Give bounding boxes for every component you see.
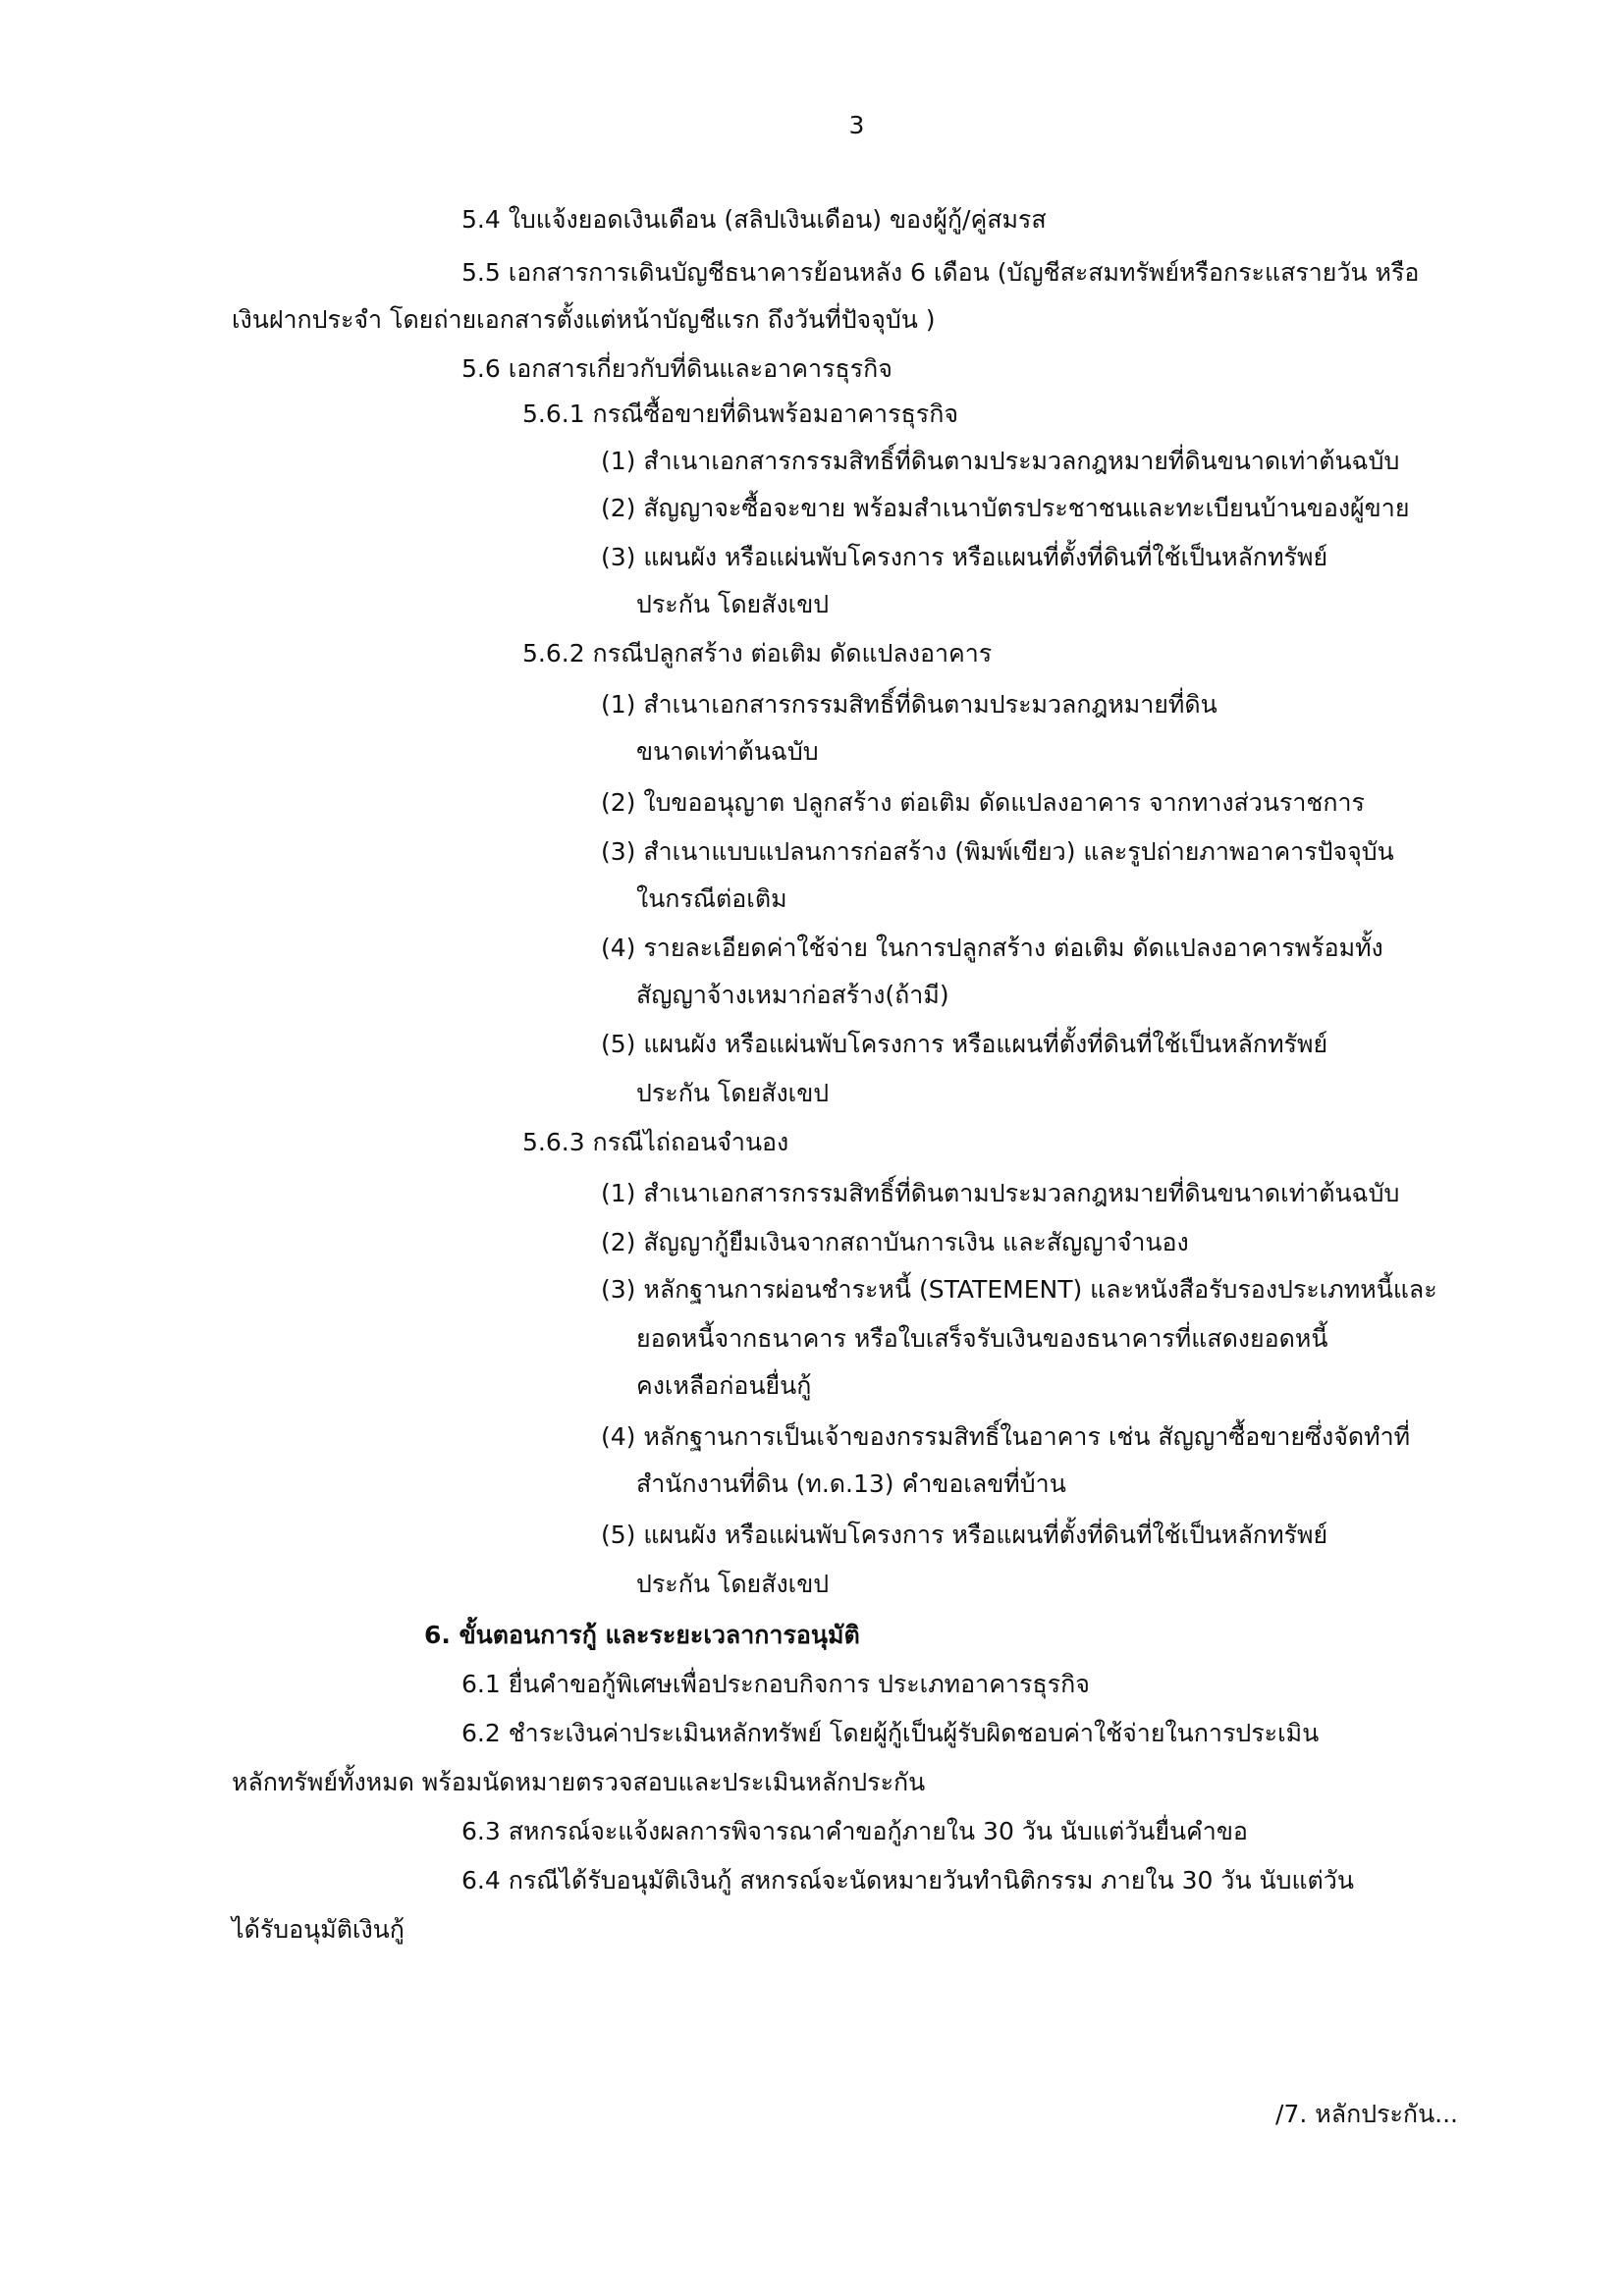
item-5-5-cont: เงินฝากประจำ โดยถ่ายเอกสารตั้งแต่หน้าบัญชีแรก ถึงวันที่ปัจจุบัน )	[232, 305, 936, 334]
item-5-6-1-2: (2) สัญญาจะซื้อจะขาย พร้อมสำเนาบัตรประชาชนและทะเบียนบ้านของผู้ขาย	[601, 494, 1410, 522]
item-6-4: 6.4 กรณีได้รับอนุมัติเงินกู้ สหกรณ์จะนัดหมายวันทำนิติกรรม ภายใน 30 วัน นับแต่วัน	[461, 1866, 1354, 1895]
item-5-6-3: 5.6.3 กรณีไถ่ถอนจำนอง	[522, 1128, 789, 1156]
item-6-1: 6.1 ยื่นคำขอกู้พิเศษเพื่อประกอบกิจการ ประเภทอาคารธุรกิจ	[461, 1670, 1090, 1698]
item-5-4: 5.4 ใบแจ้งยอดเงินเดือน (สลิปเงินเดือน) ของผู้กู้/คู่สมรส	[461, 205, 1047, 234]
item-5-6-3-3: (3) หลักฐานการผ่อนชำระหนี้ (STATEMENT) และหนังสือรับรองประเภทหนี้และ	[601, 1275, 1437, 1304]
next-page-reference: /7. หลักประกัน...	[1275, 2100, 1458, 2128]
item-5-6-3-3-cont: ยอดหนี้จากธนาคาร หรือใบเสร็จรับเงินของธนาคารที่แสดงยอดหนี้	[636, 1324, 1328, 1353]
item-5-6-2-3: (3) สำเนาแบบแปลนการก่อสร้าง (พิมพ์เขียว) และรูปถ่ายภาพอาคารปัจจุบัน	[601, 837, 1394, 866]
item-6-2: 6.2 ชำระเงินค่าประเมินหลักทรัพย์ โดยผู้กู้เป็นผู้รับผิดชอบค่าใช้จ่ายในการประเมิน	[461, 1719, 1320, 1747]
item-5-6-2-4-cont: สัญญาจ้างเหมาก่อสร้าง(ถ้ามี)	[636, 981, 949, 1009]
item-5-6-2-2: (2) ใบขออนุญาต ปลูกสร้าง ต่อเติม ดัดแปลงอาคาร จากทางส่วนราชการ	[601, 788, 1365, 817]
item-5-5: 5.5 เอกสารการเดินบัญชีธนาคารย้อนหลัง 6 เดือน (บัญชีสะสมทรัพย์หรือกระแสรายวัน หรือ	[461, 258, 1420, 287]
item-5-6-1-3: (3) แผนผัง หรือแผ่นพับโครงการ หรือแผนที่ตั้งที่ดินที่ใช้เป็นหลักทรัพย์	[601, 543, 1328, 571]
item-5-6-3-5-cont: ประกัน โดยสังเขป	[636, 1570, 830, 1598]
item-5-6-2-3-cont: ในกรณีต่อเติม	[636, 884, 787, 913]
item-6-4-cont: ได้รับอนุมัติเงินกู้	[232, 1915, 405, 1944]
item-5-6-2-5: (5) แผนผัง หรือแผ่นพับโครงการ หรือแผนที่ตั้งที่ดินที่ใช้เป็นหลักทรัพย์	[601, 1030, 1328, 1058]
item-5-6-3-2: (2) สัญญากู้ยืมเงินจากสถาบันการเงิน และสัญญาจำนอง	[601, 1228, 1189, 1256]
item-5-6-1-3-cont: ประกัน โดยสังเขป	[636, 590, 830, 618]
section-6-heading: 6. ขั้นตอนการกู้ และระยะเวลาการอนุมัติ	[424, 1621, 860, 1649]
item-5-6-1-1: (1) สำเนาเอกสารกรรมสิทธิ์ที่ดินตามประมวลกฎหมายที่ดินขนาดเท่าต้นฉบับ	[601, 447, 1400, 475]
item-6-3: 6.3 สหกรณ์จะแจ้งผลการพิจารณาคำขอกู้ภายใน 30 วัน นับแต่วันยื่นคำขอ	[461, 1817, 1248, 1845]
item-5-6-3-1: (1) สำเนาเอกสารกรรมสิทธิ์ที่ดินตามประมวลกฎหมายที่ดินขนาดเท่าต้นฉบับ	[601, 1179, 1400, 1207]
item-5-6-2-1: (1) สำเนาเอกสารกรรมสิทธิ์ที่ดินตามประมวลกฎหมายที่ดิน	[601, 690, 1217, 719]
item-5-6-1: 5.6.1 กรณีซื้อขายที่ดินพร้อมอาคารธุรกิจ	[522, 400, 958, 428]
item-5-6-2: 5.6.2 กรณีปลูกสร้าง ต่อเติม ดัดแปลงอาคาร	[522, 639, 993, 667]
item-5-6-2-1-cont: ขนาดเท่าต้นฉบับ	[636, 737, 819, 766]
item-5-6-2-5-cont: ประกัน โดยสังเขป	[636, 1079, 830, 1107]
item-5-6-3-4-cont: สำนักงานที่ดิน (ท.ด.13) คำขอเลขที่บ้าน	[636, 1469, 1066, 1498]
item-5-6-3-3-cont2: คงเหลือก่อนยื่นกู้	[636, 1371, 812, 1400]
item-5-6-3-5: (5) แผนผัง หรือแผ่นพับโครงการ หรือแผนที่ตั้งที่ดินที่ใช้เป็นหลักทรัพย์	[601, 1521, 1328, 1549]
item-6-2-cont: หลักทรัพย์ทั้งหมด พร้อมนัดหมายตรวจสอบและประเมินหลักประกัน	[232, 1768, 926, 1796]
item-5-6: 5.6 เอกสารเกี่ยวกับที่ดินและอาคารธุรกิจ	[461, 354, 893, 383]
item-5-6-2-4: (4) รายละเอียดค่าใช้จ่าย ในการปลูกสร้าง ต่อเติม ดัดแปลงอาคารพร้อมทั้ง	[601, 934, 1383, 962]
item-5-6-3-4: (4) หลักฐานการเป็นเจ้าของกรรมสิทธิ์ในอาคาร เช่น สัญญาซื้อขายซึ่งจัดทำที่	[601, 1422, 1411, 1451]
page-number: 3	[848, 111, 865, 139]
